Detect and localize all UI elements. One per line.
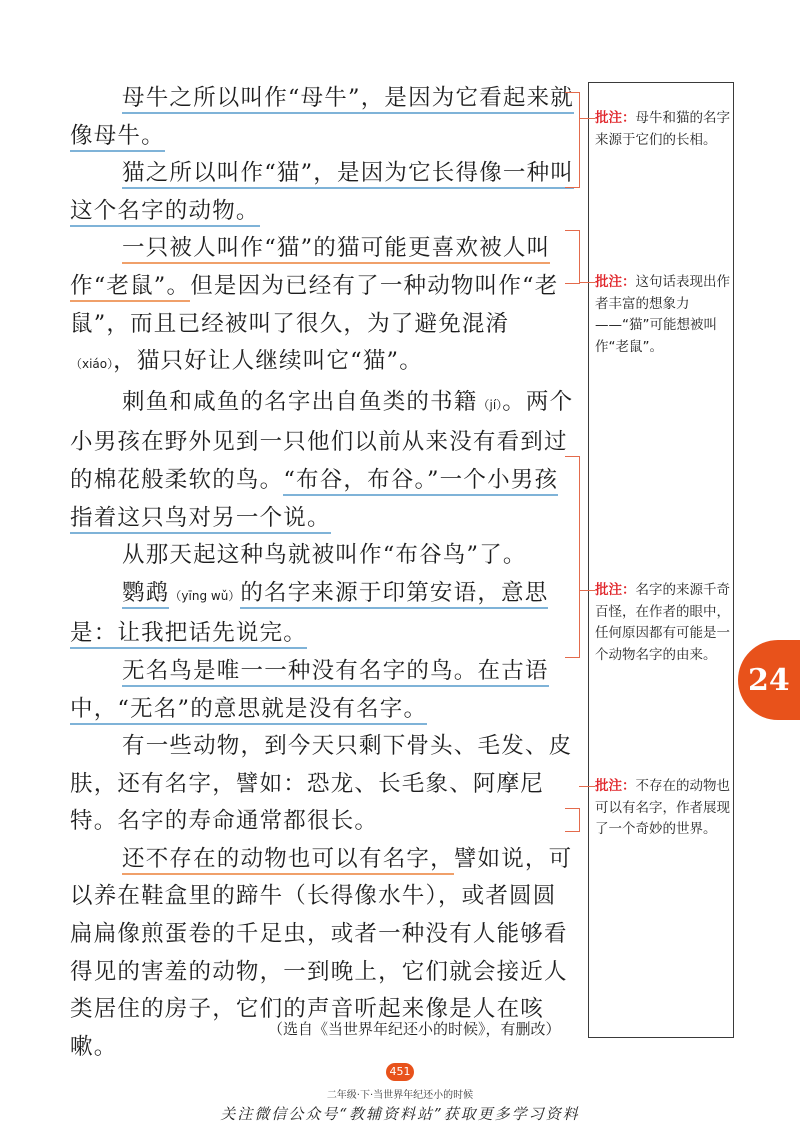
footer-promo: 关注微信公众号“教辅资料站”获取更多学习资料: [220, 1105, 580, 1123]
note-label: 批注：: [595, 582, 636, 598]
underlined-text: 还不存在的动物也可以有名字，: [122, 846, 454, 875]
series-title: 二年级·下·当世界年纪还小的时候: [326, 1090, 474, 1101]
note-bracket: [565, 230, 580, 284]
note-connector: [579, 118, 595, 119]
annotation-note-3: [595, 580, 735, 666]
annotation-note-1: [595, 108, 735, 151]
paragraph-4: [70, 384, 575, 537]
underlined-text: 的名字来源于印第安语，意思是：让我把话先说完。: [70, 580, 548, 650]
note-text: 母牛和猫的名字来源于它们的长相。: [595, 110, 730, 148]
paragraph-6: [70, 575, 575, 653]
pinyin-annotation: （xiáo）: [70, 357, 114, 372]
note-bracket: [565, 808, 580, 832]
note-connector: [579, 590, 595, 591]
underlined-text: “布谷，布谷。”一个小男孩指着这只鸟对另一个说。: [70, 467, 558, 534]
paragraph-text: ，猫只好让人继续叫它“猫”。: [113, 348, 423, 375]
note-label: 批注：: [595, 778, 636, 794]
underlined-text: 猫之所以叫作“猫”，是因为它长得像一种叫这个名字的动物。: [70, 160, 574, 227]
paragraph-3: [70, 230, 575, 383]
note-text: 名字的来源千奇百怪，在作者的眼中，任何原因都有可能是一个动物名字的由来。: [595, 582, 730, 663]
paragraph-8: [70, 728, 575, 841]
paragraph-text: 。两个小男孩在野外见到一只他们以前从来没有看到过的棉花般柔软的鸟。: [70, 388, 574, 493]
paragraph-text: 但是因为已经有了一种动物叫作“老鼠”，而且已经被叫了很久，为了避免混淆: [70, 272, 559, 337]
paragraph-text: 有一些动物，到今天只剩下骨头、毛发、皮肤，还有名字，譬如：恐龙、长毛象、阿摩尼特。名字的寿命通常都很长。: [70, 733, 573, 835]
underlined-text: 母牛之所以叫作“母牛”，是因为它看起来就像母牛。: [70, 85, 574, 152]
note-label: 批注：: [595, 110, 636, 126]
note-connector: [579, 786, 595, 787]
paragraph-5: [70, 537, 575, 575]
note-label: 批注：: [595, 274, 636, 290]
pinyin-annotation: （jí）: [477, 397, 503, 412]
pinyin-annotation: （yīng wǔ）: [169, 588, 241, 603]
source-citation: （选自《当世界年纪还小的时候》，有删改）: [268, 1020, 561, 1038]
underlined-text: 鹦鹉: [122, 580, 169, 609]
paragraph-text: 刺鱼和咸鱼的名字出自鱼类的书籍: [122, 388, 478, 415]
paragraph-7: [70, 653, 575, 728]
paragraph-text: 从那天起这种鸟就被叫作“布谷鸟”了。: [122, 542, 527, 569]
paragraph-1: [70, 80, 575, 155]
page-number: 451: [386, 1063, 414, 1081]
note-connector: [579, 282, 595, 283]
annotation-sidebar: [588, 82, 734, 1038]
paragraph-text: 譬如说，可以养在鞋盒里的蹄牛（长得像水牛），或者圆圆扁扁像煎蛋卷的千足虫，或者一种没有人能够看得见的害羞的动物，一到晚上，它们就会接近人类居住的房子，它们的声音听起来像是人在咳嗽。: [70, 845, 573, 1060]
note-bracket: [565, 92, 580, 188]
annotation-note-4: [595, 776, 735, 841]
page-badge: 24: [738, 640, 800, 720]
note-text: 不存在的动物也可以有名字，作者展现了一个奇妙的世界。: [595, 778, 730, 837]
underlined-text: 无名鸟是唯一一种没有名字的鸟。在古语中，“无名”的意思就是没有名字。: [70, 658, 549, 725]
note-text: 这句话表现出作者丰富的想象力——“猫”可能想被叫作“老鼠”。: [595, 274, 730, 355]
article-body: [70, 80, 575, 1066]
underlined-text: 一只被人叫作“猫”的猫可能更喜欢被人叫作“老鼠”。: [70, 235, 550, 302]
paragraph-2: [70, 155, 575, 230]
note-bracket: [565, 456, 580, 658]
annotation-note-2: [595, 272, 735, 358]
